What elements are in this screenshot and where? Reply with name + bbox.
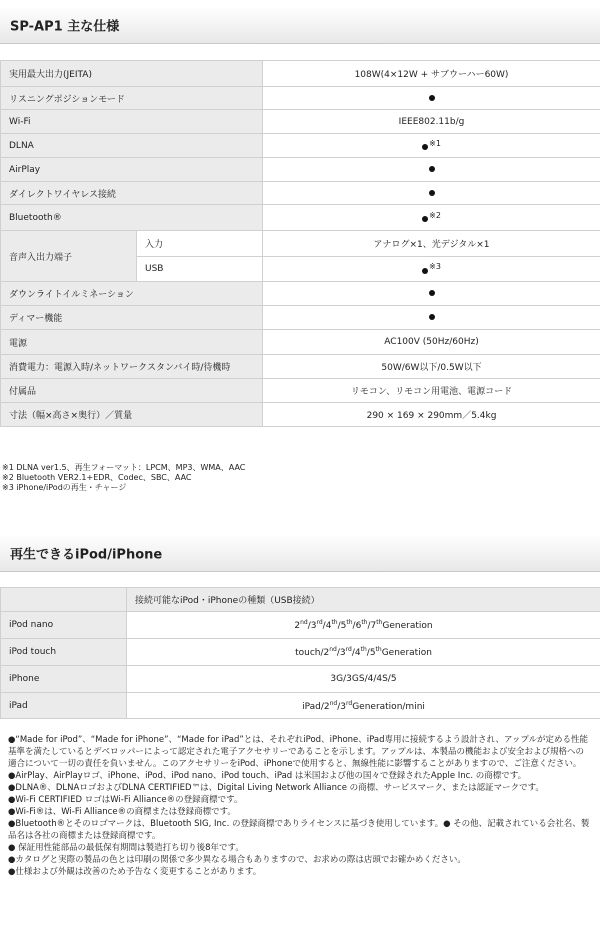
gen-number: 3: [310, 621, 317, 631]
spec-value: 108W(4×12W + サブウーハー60W): [263, 61, 600, 87]
supported-dot-icon: [422, 216, 428, 222]
spec-label: Bluetooth®: [1, 205, 263, 231]
ipod-model: iPod nano: [1, 612, 127, 639]
gen-number: 3: [340, 701, 347, 712]
spec-label: 消費電力：電源入時/ネットワークスタンバイ時/待機時: [1, 355, 263, 379]
gen-number: 4: [325, 621, 332, 631]
spec-value: IEEE802.11b/g: [263, 110, 600, 134]
spec-sub-label: 入力: [137, 231, 263, 257]
spec-label: 実用最大出力(JEITA): [1, 61, 263, 87]
spec-row: [1, 134, 600, 158]
spec-value: AC100V (50Hz/60Hz): [263, 330, 600, 355]
gen-number: 6: [355, 621, 362, 631]
ipod-row: [1, 612, 600, 639]
footnote-ref: ※3: [429, 262, 441, 271]
gen-number: 2: [323, 648, 330, 658]
ipod-generations: iPad/2nd/3rdGeneration/mini: [127, 693, 600, 719]
spec-value: [263, 134, 600, 158]
spec-row: [1, 403, 600, 427]
gen-number: 2: [323, 701, 330, 712]
legal-note: ●Bluetooth®とそのロゴマークは、Bluetooth SIG, Inc. の登録商標でありライセンスに基づき使用しています。● その他、記載されている会社名、製品名は各社の商標または登録商標です。: [8, 819, 590, 841]
ipod-header-empty: [1, 588, 127, 612]
gen-ordinal: nd: [300, 619, 308, 626]
supported-dot-icon: [429, 314, 435, 320]
footnote-ref: ※1: [429, 138, 441, 148]
spec-row: [1, 355, 600, 379]
spec-table: [0, 60, 600, 427]
ipod-row: [1, 639, 600, 666]
spec-value: [263, 282, 600, 306]
ipod-row: [1, 666, 600, 693]
spec-row: [1, 306, 600, 330]
ipod-model: iPhone: [1, 666, 127, 693]
gen-ordinal: th: [375, 646, 382, 653]
gen-ordinal: th: [360, 646, 367, 653]
spec-row: [1, 182, 600, 205]
legal-note: ●仕様および外観は改善のため予告なく変更することがあります。: [8, 867, 262, 877]
ipod-generations: touch/2nd/3rd/4th/5thGeneration: [127, 639, 600, 666]
legal-note: ●Wi-Fi®は、Wi-Fi Alliance®の商標または登録商標です。: [8, 807, 236, 817]
legal-note: ●DLNA®、DLNAロゴおよびDLNA CERTIFIED™は、Digital Living Network Alliance の商標、サービスマーク、または認証マークです。: [8, 783, 544, 793]
gen-prefix: touch/: [295, 648, 324, 658]
footnote: ※2 Bluetooth VER2.1+EDR、Codec、SBC、AAC: [2, 473, 192, 482]
gen-ordinal: nd: [329, 646, 337, 653]
footnote: ※1 DLNA ver1.5、再生フォーマット：LPCM、MP3、WMA、AAC: [2, 463, 246, 472]
supported-dot-icon: [429, 290, 435, 296]
spec-row: [1, 87, 600, 110]
legal-note: ●Wi-Fi CERTIFIED ロゴはWi-Fi Alliance®の登録商標です。: [8, 795, 243, 805]
spec-row: [1, 231, 600, 257]
gen-suffix: Generation: [381, 648, 432, 658]
ipod-section-header: [0, 534, 600, 572]
gen-number: 2: [294, 621, 301, 631]
spec-row: [1, 205, 600, 231]
gen-ordinal: th: [376, 619, 383, 626]
legal-notes: [8, 734, 592, 878]
ipod-header: 接続可能なiPod・iPhoneの種類（USB接続）: [127, 588, 600, 612]
gen-number: 4: [354, 648, 361, 658]
spec-row: [1, 330, 600, 355]
ipod-header-row: [1, 588, 600, 612]
gen-number: 5: [369, 648, 376, 658]
gen-suffix: Generation/mini: [352, 701, 425, 712]
spec-label: ダイレクトワイヤレス接続: [1, 182, 263, 205]
spec-label: 付属品: [1, 379, 263, 403]
legal-note: ●AirPlay、AirPlayロゴ、iPhone、iPod、iPod nano、iPod touch、iPad は米国および他の国々で登録されたApple Inc. の商標です。: [8, 771, 527, 781]
gen-ordinal: rd: [345, 646, 352, 653]
spec-row: [1, 61, 600, 87]
spec-footnotes: [2, 463, 245, 493]
spec-value: [263, 87, 600, 110]
spec-section-header: [0, 6, 600, 44]
footnote: ※3 iPhone/iPodの再生・チャージ: [2, 483, 127, 492]
supported-dot-icon: [422, 144, 428, 150]
spec-value: [263, 182, 600, 205]
spec-label: 寸法（幅×高さ×奥行）／質量: [1, 403, 263, 427]
spec-value: [263, 205, 600, 231]
supported-dot-icon: [429, 95, 435, 101]
spec-row: [1, 110, 600, 134]
spec-value: アナログ×1、光デジタル×1: [263, 231, 600, 257]
legal-note: ●カタログと実際の製品の色とは印刷の関係で多少異なる場合もありますので、お求めの際は店頭でお確かめください。: [8, 855, 466, 865]
gen-ordinal: th: [346, 619, 353, 626]
spec-section-title: SP-AP1 主な仕様: [10, 19, 120, 34]
spec-label: リスニングポジションモード: [1, 87, 263, 110]
gen-ordinal: rd: [346, 699, 353, 707]
gen-number: 3: [339, 648, 346, 658]
spec-value: [263, 306, 600, 330]
legal-note: ●“Made for iPod”、“Made for iPhone”、“Made for iPad”とは、それぞれiPod、iPhone、iPad専用に接続するよう設計され、アップルが定める性能基準を満たしているとデベロッパーによって認定された電子アクセサリーであることを示します。アップルは、本製品の機能および安全および規格への適合について一切の責任を負いません。このアクセサリーをiPod、iPhoneで使用すると、無線性能に影響することがありますので、ご注意ください。: [8, 735, 589, 769]
spec-value: [263, 158, 600, 182]
ipod-model: iPod touch: [1, 639, 127, 666]
gen-suffix: Generation: [382, 621, 433, 631]
supported-dot-icon: [429, 190, 435, 196]
supported-dot-icon: [429, 166, 435, 172]
gen-number: 7: [370, 621, 377, 631]
spec-label: ダウンライトイルミネーション: [1, 282, 263, 306]
ipod-generations: 3G/3GS/4/4S/5: [127, 666, 600, 693]
ipod-generations: 2nd/3rd/4th/5th/6th/7thGeneration: [127, 612, 600, 639]
spec-sub-label: USB: [137, 257, 263, 282]
spec-value: [263, 257, 600, 282]
gen-ordinal: th: [361, 619, 368, 626]
ipod-compat-table: [0, 587, 600, 719]
ipod-row: [1, 693, 600, 719]
ipod-model: iPad: [1, 693, 127, 719]
spec-label: DLNA: [1, 134, 263, 158]
spec-label: 電源: [1, 330, 263, 355]
spec-label: ディマー機能: [1, 306, 263, 330]
ipod-section-title: 再生できるiPod/iPhone: [10, 547, 163, 562]
supported-dot-icon: [422, 268, 428, 274]
gen-ordinal: th: [331, 619, 338, 626]
gen-number: 5: [340, 621, 347, 631]
spec-value: 290 × 169 × 290mm／5.4kg: [263, 403, 600, 427]
legal-note: ● 保証用性能部品の最低保有期間は製造打ち切り後8年です。: [8, 843, 244, 853]
spec-label: 音声入出力端子: [1, 231, 137, 282]
spec-value: 50W/6W以下/0.5W以下: [263, 355, 600, 379]
gen-ordinal: rd: [316, 619, 323, 626]
spec-label: AirPlay: [1, 158, 263, 182]
spec-row: [1, 158, 600, 182]
spec-row: [1, 379, 600, 403]
gen-ordinal: nd: [329, 699, 338, 707]
gen-prefix: iPad/: [302, 701, 324, 712]
spec-row: [1, 282, 600, 306]
spec-value: リモコン、リモコン用電池、電源コード: [263, 379, 600, 403]
footnote-ref: ※2: [429, 210, 441, 220]
spec-label: Wi-Fi: [1, 110, 263, 134]
